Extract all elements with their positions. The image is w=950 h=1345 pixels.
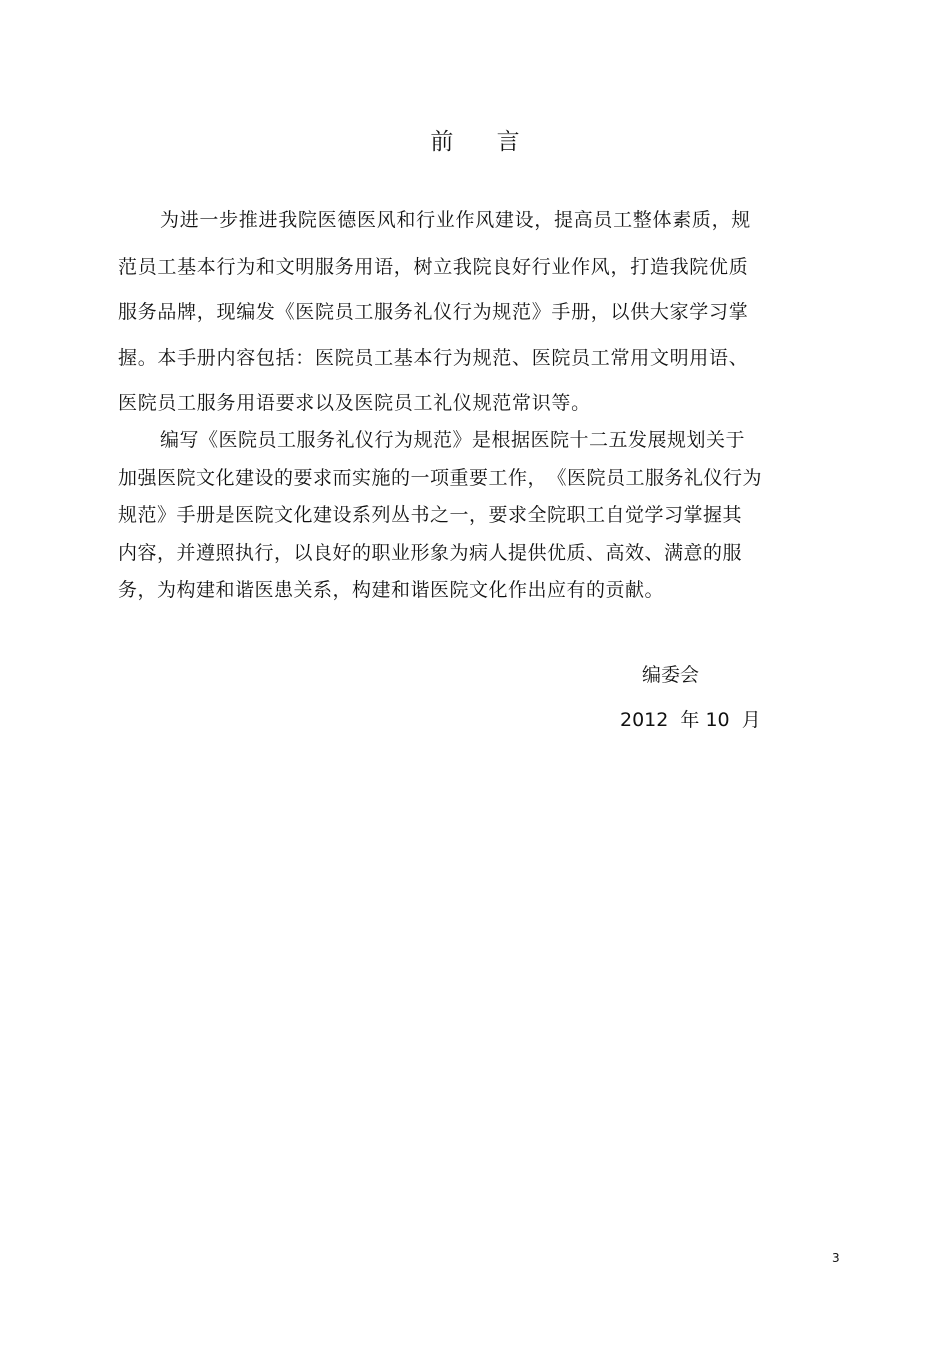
paragraph-line: 为进一步推进我院医德医风和行业作风建设，提高员工整体素质，规 xyxy=(160,209,752,231)
paragraph-line: 内容，并遵照执行，以良好的职业形象为病人提供优质、高效、满意的服 xyxy=(118,542,743,564)
paragraph-line: 握。本手册内容包括：医院员工基本行为规范、医院员工常用文明用语、 xyxy=(118,347,749,369)
signature-org: 编委会 xyxy=(642,664,700,686)
paragraph-line: 服务品牌，现编发《医院员工服务礼仪行为规范》手册，以供大家学习掌 xyxy=(118,301,749,323)
paragraph-line: 编写《医院员工服务礼仪行为规范》是根据医院十二五发展规划关于 xyxy=(160,429,746,451)
page-title: 前 言 xyxy=(430,129,538,155)
paragraph-line: 规范》手册是医院文化建设系列丛书之一，要求全院职工自觉学习掌握其 xyxy=(118,504,743,526)
paragraph-line: 务，为构建和谐医患关系，构建和谐医院文化作出应有的贡献。 xyxy=(118,579,665,601)
paragraph-line: 医院员工服务用语要求以及医院员工礼仪规范常识等。 xyxy=(118,392,591,414)
paragraph-line: 加强医院文化建设的要求而实施的一项重要工作， 《医院员工服务礼仪行为 xyxy=(118,467,763,489)
page-number: 3 xyxy=(832,1251,840,1265)
paragraph-line: 范员工基本行为和文明服务用语，树立我院良好行业作风，打造我院优质 xyxy=(118,256,749,278)
signature-date: 2012 年 10 月 xyxy=(620,709,761,731)
